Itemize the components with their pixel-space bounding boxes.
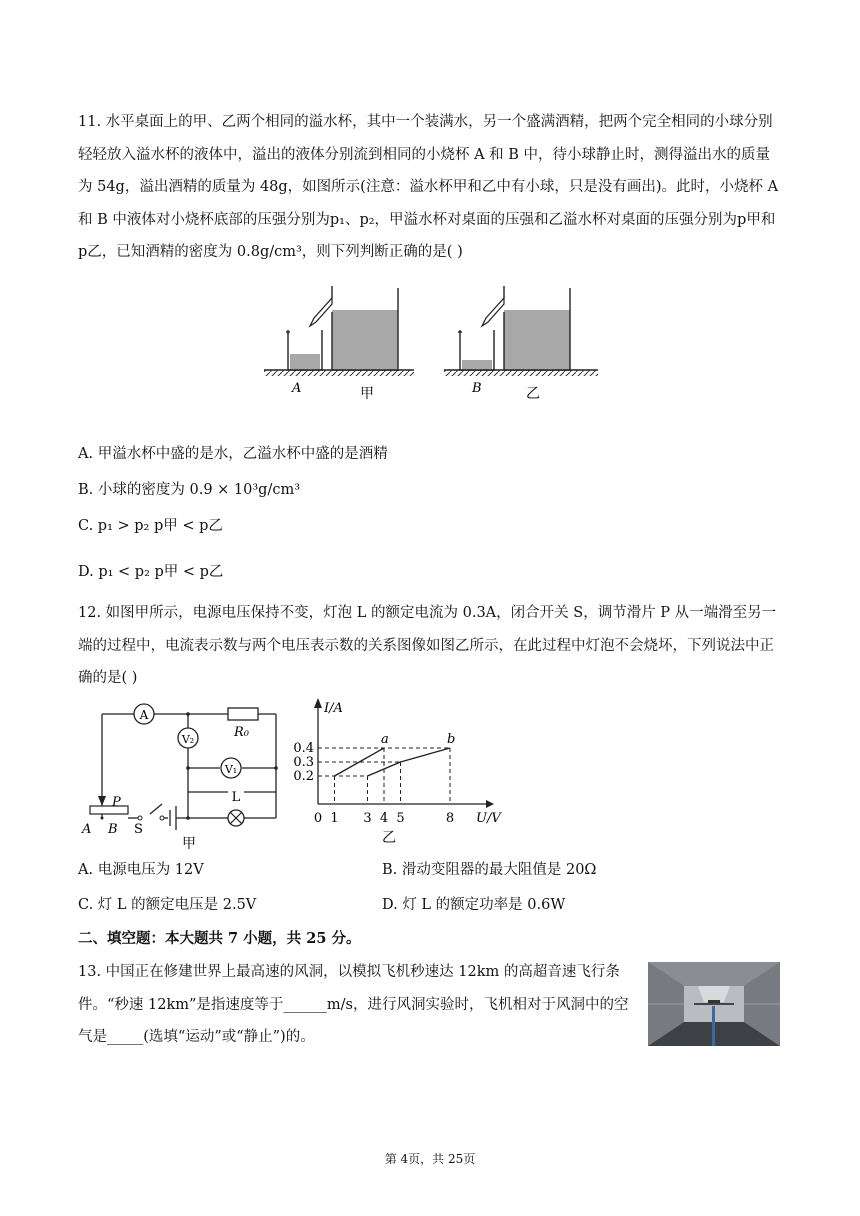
x-tick-label: 1 (330, 811, 339, 826)
page-footer: 第 4页，共 25页 (384, 1152, 476, 1166)
q12-option-c: C. 灯 L 的额定电压是 2.5V (78, 897, 257, 913)
y-tick-label: 0.2 (293, 769, 314, 784)
chart-caption: 乙 (382, 830, 396, 846)
q12-option-a: A. 电源电压为 12V (78, 862, 204, 878)
label-jia: 甲 (360, 386, 374, 402)
small-beaker-a (286, 330, 322, 370)
y-tick-label: 0.3 (293, 755, 314, 770)
point-label-b: b (447, 732, 456, 747)
q11-option-d: D. p₁ < p₂ p甲 < p乙 (78, 564, 224, 580)
overflow-cup-figure (258, 282, 602, 412)
x-tick-label: 5 (396, 811, 405, 826)
slider-label: P (112, 795, 121, 810)
q12-option-b: B. 滑动变阻器的最大阻值是 20Ω (382, 862, 597, 878)
v2-label: V₂ (181, 733, 195, 746)
overflow-cup-yi (482, 286, 570, 370)
small-beaker-b (458, 330, 494, 370)
q12-option-d: D. 灯 L 的额定功率是 0.6W (382, 897, 566, 913)
q13-stem: 13. 中国正在修建世界上最高速的风洞，以模拟飞机秒速达 12km 的高超音速飞行条件。“秒速 12km”是指速度等于______m/s，进行风洞实验时，飞机相对于风洞中的空气是_____(选填“运动”或“静止”)的。 (78, 964, 629, 1045)
ammeter-label: A (139, 708, 149, 722)
x-tick-label: 8 (445, 811, 455, 826)
series-line-2 (368, 748, 451, 776)
point-label-a: a (381, 732, 389, 747)
q11-option-a: A. 甲溢水杯中盛的是水，乙溢水杯中盛的是酒精 (78, 446, 388, 462)
q11-stem: 11. 水平桌面上的甲、乙两个相同的溢水杯，其中一个装满水，另一个盛满酒精，把两个完全相同的小球分别轻轻放入溢水杯的液体中，溢出的液体分别流到相同的小烧杯 A 和 B 中，待小球静止时，测得溢出水的质量为 54g，溢出酒精的质量为 48g，如图所示(注意：溢水杯甲和乙中有小球，只是没有画出)。此时，小烧杯 A 和 B 中液体对小烧杯底部的压强分别为p₁、p₂，甲溢水杯对桌面的压强和乙溢水杯对桌面的压强分别为p甲和p乙，已知酒精的密度为 0.8g/cm³，则下列判断正确的是( ) (78, 114, 779, 260)
x-tick-label: 4 (379, 811, 389, 826)
resistor-label: R₀ (234, 725, 249, 740)
switch-label: S (134, 822, 143, 837)
circuit-caption: 甲 (182, 836, 196, 852)
resistor-r0 (228, 708, 258, 720)
label-a: A (292, 381, 302, 396)
y-tick-label: 0.4 (293, 741, 314, 756)
end-a-label: A (82, 822, 92, 837)
overflow-cup-jia (310, 286, 398, 370)
q12-stem: 12. 如图甲所示，电源电压保持不变，灯泡 L 的额定电流为 0.3A，闭合开关 S，调节滑片 P 从一端滑至另一端的过程中，电流表示数与两个电压表示数的关系图像如图乙所示，在此过程中灯泡不会烧坏，下列说法中正确的是( ) (78, 605, 777, 686)
v1-label: V₁ (224, 763, 238, 776)
y-axis-label: I/A (324, 701, 343, 716)
iu-chart (290, 696, 520, 856)
end-b-label: B (108, 822, 118, 837)
lamp-label: L (231, 790, 241, 805)
q11-option-b: B. 小球的密度为 0.9 × 10³g/cm³ (78, 482, 301, 498)
x-tick-label: 0 (313, 811, 323, 826)
circuit-diagram (78, 700, 292, 854)
wind-tunnel-photo (648, 962, 780, 1046)
label-yi: 乙 (526, 386, 540, 402)
q11-option-c: C. p₁ > p₂ p甲 < p乙 (78, 518, 223, 534)
x-tick-label: 3 (363, 811, 372, 826)
x-axis-label: U/V (476, 811, 501, 826)
rheostat (90, 806, 128, 814)
section-title: 二、填空题：本大题共 7 小题，共 25 分。 (78, 930, 361, 947)
label-b: B (472, 381, 482, 396)
